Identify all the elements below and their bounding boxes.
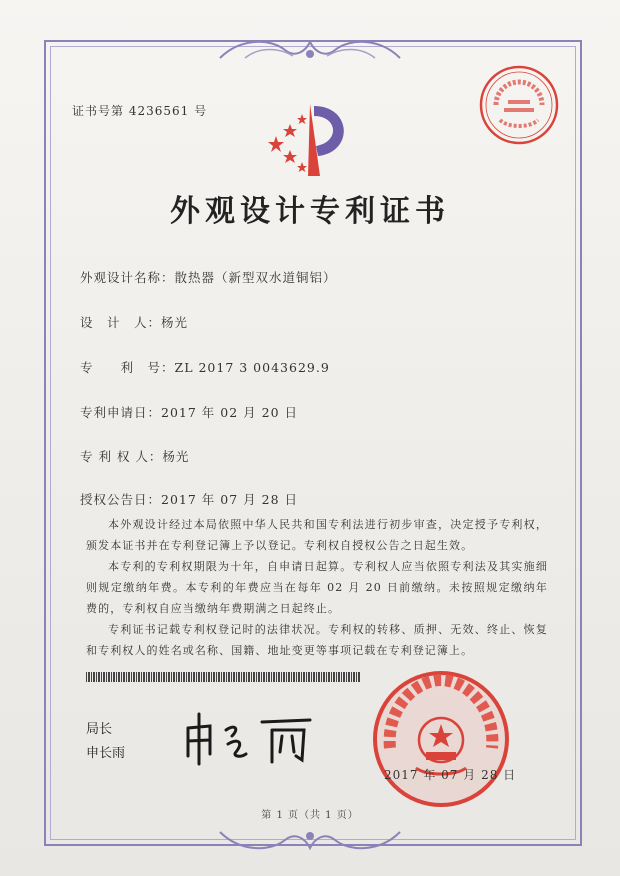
design-name-row [80,268,337,286]
designer-row [80,313,188,331]
patent-number-value: ZL 2017 3 0043629.9 [174,360,330,375]
grant-date-row [80,490,298,508]
barcode [86,672,360,682]
patent-number-row [80,358,330,376]
grant-date-value: 2017 年 07 月 28 日 [161,492,299,507]
filing-date-row [80,403,298,421]
cert-no-suffix: 号 [194,104,208,118]
designer-value: 杨光 [161,315,189,330]
design-name-label: 外观设计名称： [80,270,175,285]
cert-no-value: 4236561 [128,104,190,118]
patent-number-label: 专 利 号： [80,360,175,375]
filing-date-value: 2017 年 02 月 20 日 [161,405,299,420]
director-signature [180,708,320,768]
top-ornament [215,34,405,64]
page-number: 第 1 页（共 1 页） [261,810,359,821]
filing-date-label: 专利申请日： [80,405,162,420]
body-paragraph-3: 专利证书记载专利权登记时的法律状况。专利权的转移、质押、无效、终止、恢复和专利权人的姓名或名称、国籍、地址变更等事项记载在专利登记簿上。 [86,623,548,657]
stamp-duty-seal [478,64,560,146]
cert-no-label: 证书号第 [72,104,125,118]
design-name-value: 散热器（新型双水道铜铝） [174,270,337,285]
patentee-row [80,447,189,465]
grant-date-label: 授权公告日： [80,492,162,507]
director-title: 局长 [86,722,113,737]
director-name: 申长雨 [86,746,126,761]
seal-date: 2017 年 07 月 28 日 [384,768,517,782]
body-paragraph-1: 本外观设计经过本局依照中华人民共和国专利法进行初步审查，决定授予专利权，颁发本证书并在专利登记簿上予以登记。专利权自授权公告之日起生效。 [86,518,548,552]
cnipa-logo-icon [262,96,354,180]
designer-label: 设 计 人： [80,315,162,330]
certificate-number [72,102,207,119]
certificate-body [86,514,548,661]
patentee-label: 专 利 权 人： [80,449,163,464]
official-seal [370,668,512,810]
patentee-value: 杨光 [162,449,190,464]
bottom-ornament [215,826,405,856]
certificate-title: 外观设计专利证书 [170,194,450,229]
body-paragraph-2: 本专利的专利权期限为十年，自申请日起算。专利权人应当依照专利法及其实施细则规定缴纳年费。本专利的年费应当在每年 02 月 20 日前缴纳。未按照规定缴纳年费的，专利权自应当缴纳年费期满之日起终止。 [86,560,548,615]
